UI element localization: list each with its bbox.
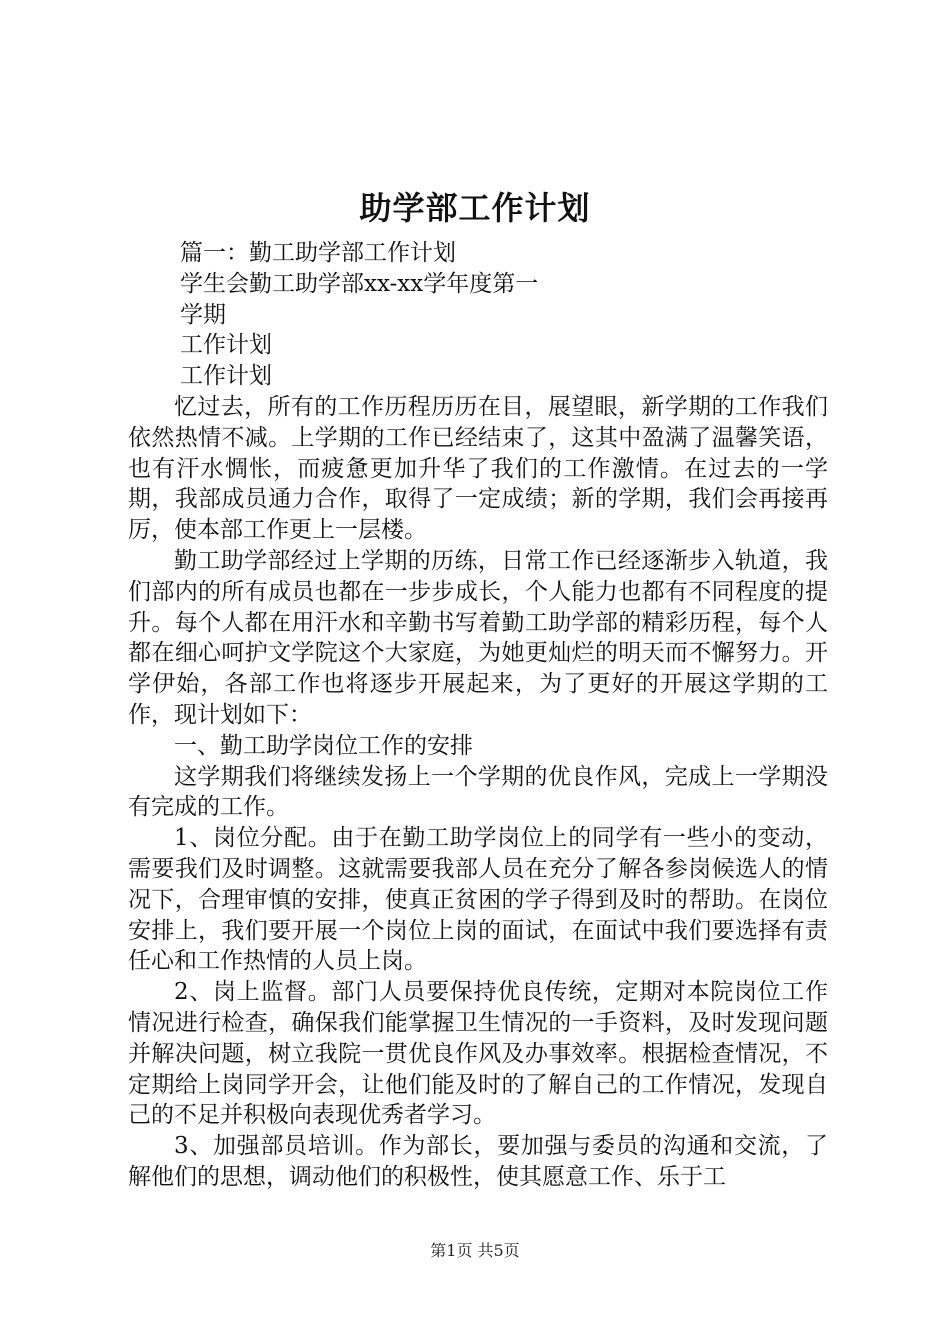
document-body (128, 238, 828, 1193)
body-paragraph: 这学期我们将继续发扬上一个学期的优良作风，完成上一学期没有完成的工作。 (128, 763, 828, 821)
body-paragraph: 2、岗上监督。部门人员要保持优良传统，定期对本院岗位工作情况进行检查，确保我们能掌握卫生情况的一手资料，及时发现问题并解决问题，树立我院一贯优良作风及办事效率。根据检查情况，不定期给上岗同学开会，让他们能及时的了解自己的工作情况，发现自己的不足并积极向表现优秀者学习。 (128, 979, 828, 1129)
plan-heading-line: 学期 (180, 301, 226, 328)
body-paragraph: 勤工助学部经过上学期的历练，日常工作已经逐渐步入轨道，我们部内的所有成员也都在一步步成长，个人能力也都有不同程度的提升。每个人都在用汗水和辛勤书写着勤工助学部的精彩历程，每个人都在细心呵护文学院这个大家庭，为她更灿烂的明天而不懈努力。开学伊始，各部工作也将逐步开展起来，为了更好的开展这学期的工作，现计划如下： (128, 547, 828, 728)
plan-heading-line: 工作计划 (180, 363, 272, 390)
subsection-heading: 一、勤工助学岗位工作的安排 (174, 732, 473, 759)
section-heading: 篇一：勤工助学部工作计划 (180, 240, 456, 266)
body-paragraph: 忆过去，所有的工作历程历历在目，展望眼，新学期的工作我们依然热情不减。上学期的工作已经结束了，这其中盈满了温馨笑语，也有汗水惆怅，而疲惫更加升华了我们的工作激情。在过去的一学期，我部成员通力合作，取得了一定成绩；新的学期，我们会再接再厉，使本部工作更上一层楼。 (128, 393, 828, 544)
body-paragraph: 1、岗位分配。由于在勤工助学岗位上的同学有一些小的变动，需要我们及时调整。这就需要我部人员在充分了解各参岗候选人的情况下，合理审慎的安排，使真正贫困的学子得到及时的帮助。在岗位安排上，我们要开展一个岗位上岗的面试，在面试中我们要选择有责任心和工作热情的人员上岗。 (128, 825, 828, 975)
plan-heading-line: 工作计划 (180, 332, 272, 359)
document-title: 助学部工作计划 (359, 189, 591, 227)
page-footer: 第1页 共5页 (430, 1241, 520, 1260)
plan-heading-line: 学生会勤工助学部xx-xx学年度第一 (180, 270, 539, 297)
body-paragraph: 3、加强部员培训。作为部长，要加强与委员的沟通和交流，了解他们的思想，调动他们的积极性，使其愿意工作、乐于工 (128, 1133, 828, 1190)
